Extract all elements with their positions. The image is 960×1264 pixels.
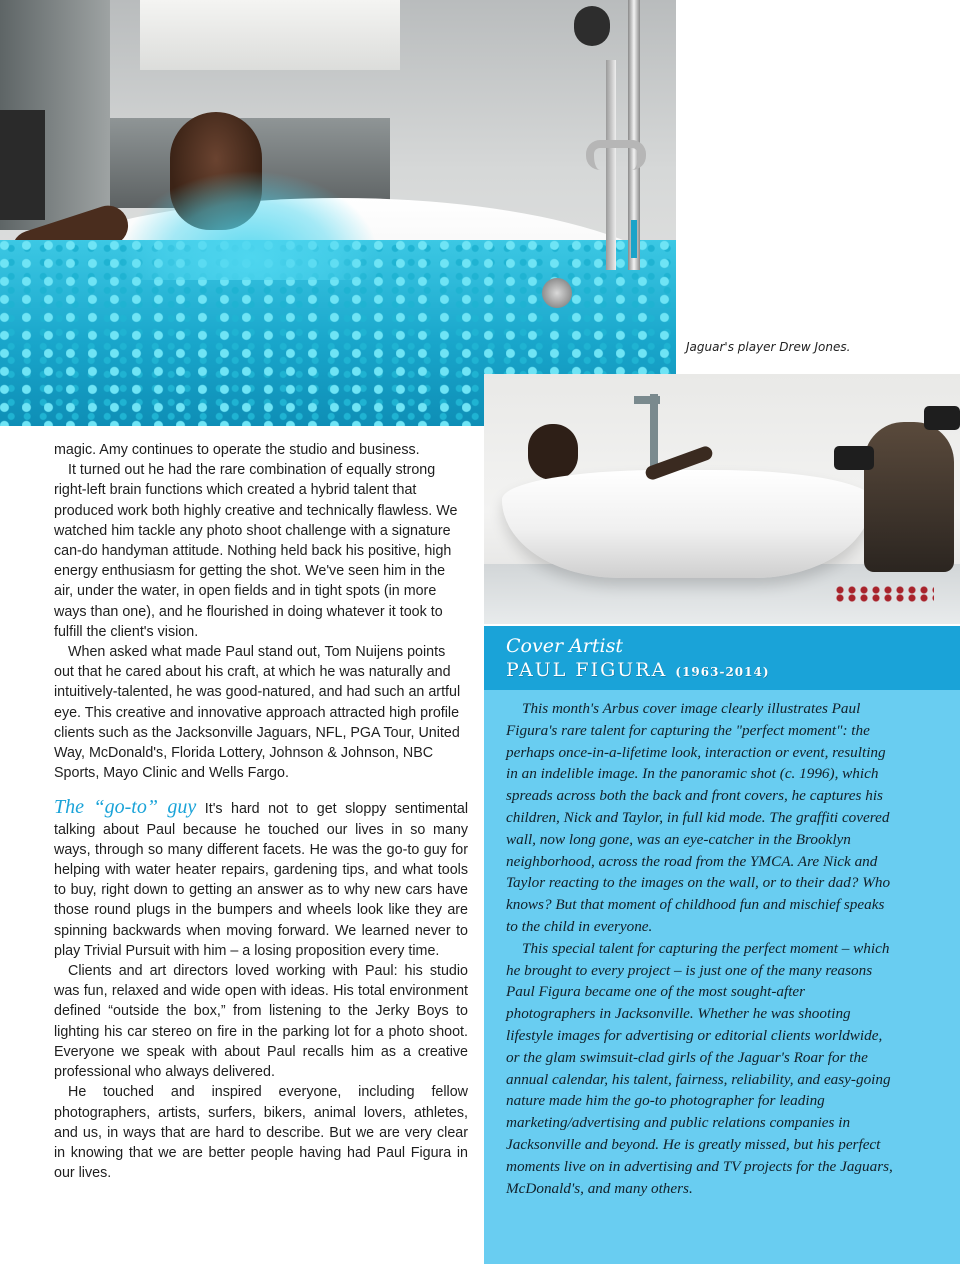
sidebar-body [484, 690, 960, 1264]
window [140, 0, 400, 70]
faucet-blue-band [631, 220, 637, 258]
artist-name: PAUL FIGURA [506, 659, 668, 681]
sidebar-text [506, 698, 896, 1199]
section-subhead: The “go-to” guy [54, 796, 197, 819]
article-paragraph: It turned out he had the rare combination of equally strong right-left brain functions which created a hybrid talent that produced work both highly creative and technically flawless. We watched him tackle any photo shoot challenge with a signature can-do handyman attitude. Nothing held back his positive, high energy enthusiasm for getting the shot. We've seen him in the air, under the water, in open fields and in tight spots (in more ways than one), and he flourished in doing whatever it took to fulfill the client's vision. [54, 462, 458, 640]
sidebar-paragraph: This special talent for capturing the perfect moment – which he brought to every project – is just one of the many reasons Paul Figura became one of the most sought-after photographers in Jacksonville. Whether he was shooting lifestyle images for advertising or editorial clients worldwide, or the glam swimsuit-clad girls of the Jaguar's Roar for the annual calendar, his talent, fairness, reliability, and easy-going nature made him the go-to photographer for leading marketing/advertising and public relations companies in Jacksonville and beyond. He is greatly missed, but his perfect moments live on in advertising and TV projects for the Jaguars, McDonald's, and many others. [506, 939, 893, 1197]
photographer [864, 422, 954, 572]
shower-head [574, 6, 610, 46]
article-paragraph [54, 797, 468, 961]
tub-drain [542, 278, 572, 308]
spacer [54, 783, 468, 797]
camera-icon [924, 406, 960, 430]
sidebar-kicker: Cover Artist [506, 635, 623, 657]
article-paragraph: When asked what made Paul stand out, Tom Nuijens points out that he cared about his craft, at which he was naturally and intuitively-talented, he was good-natured, and had such an artful eye. This creative and innovative approach attracted high profile clients such as the Jacksonville Jaguars, NFL, PGA Tour, United Way, McDonald's, Florida Lottery, Johnson & Johnson, NBC Sports, Mayo Clinic and Wells Fargo. [54, 644, 461, 782]
water-splash [120, 170, 380, 280]
article-paragraph: magic. Amy continues to operate the studio and business. [54, 442, 420, 458]
photo-caption: Jaguar's player Drew Jones. [686, 340, 851, 354]
bathtub-photo [0, 0, 676, 426]
article-paragraph: He touched and inspired everyone, including fellow photographers, artists, surfers, bikers, animal lovers, athletes, and us, in ways that are hard to describe. But we are very clear in knowing that we are better people having had Paul Figura in our lives. [54, 1084, 468, 1182]
faucet [650, 394, 658, 474]
faucet-spout [586, 140, 646, 170]
player-head [528, 424, 578, 480]
camera-icon [834, 446, 874, 470]
sidebar-title [506, 659, 770, 681]
subhead-paragraph-text: It's hard not to get sloppy sentimental talking about Paul because he touched our lives in so many ways, through so many different facets. He was the go-to guy for helping with water heater repairs, gardening tips, and what tools to buy, right down to getting an answer as to why new cars have those round plugs in the bumpers and wheels look like they are spinning backwards when moving forward. We learned never to play Trivial Pursuit with him – a losing proposition every time. [54, 801, 468, 959]
artist-years: (1963-2014) [675, 665, 770, 679]
bathtub [502, 470, 872, 578]
article-column [54, 440, 468, 1183]
sidebar-header [484, 626, 960, 690]
article-paragraph: Clients and art directors loved working with Paul: his studio was fun, relaxed and wide open with ideas. His total environment defined “outside the box,” from listening to the Jerky Boys to lighting his car stereo on fire in the parking lot for a photo shoot. Everyone we speak with about Paul recalls him as a creative professional who always delivered. [54, 963, 468, 1081]
cabinet [0, 110, 45, 220]
rose-petals [834, 586, 934, 602]
photo-shoot-photo [484, 374, 960, 624]
sidebar-paragraph: This month's Arbus cover image clearly illustrates Paul Figura's rare talent for capturing the "perfect moment": the perhaps once-in-a-lifetime look, interaction or event, resulting in an indelible image. In the panoramic shot (c. 1996), which spreads across both the back and front covers, he captures his children, Nick and Taylor, in full kid mode. The graffiti covered wall, now long gone, was an eye-catcher in the Brooklyn neighborhood, across the road from the YMCA. Are Nick and Taylor reacting to the images on the wall, or to their dad? Who knows? But that moment of childhood fun and mischief speaks to the child in everyone. [506, 700, 891, 935]
